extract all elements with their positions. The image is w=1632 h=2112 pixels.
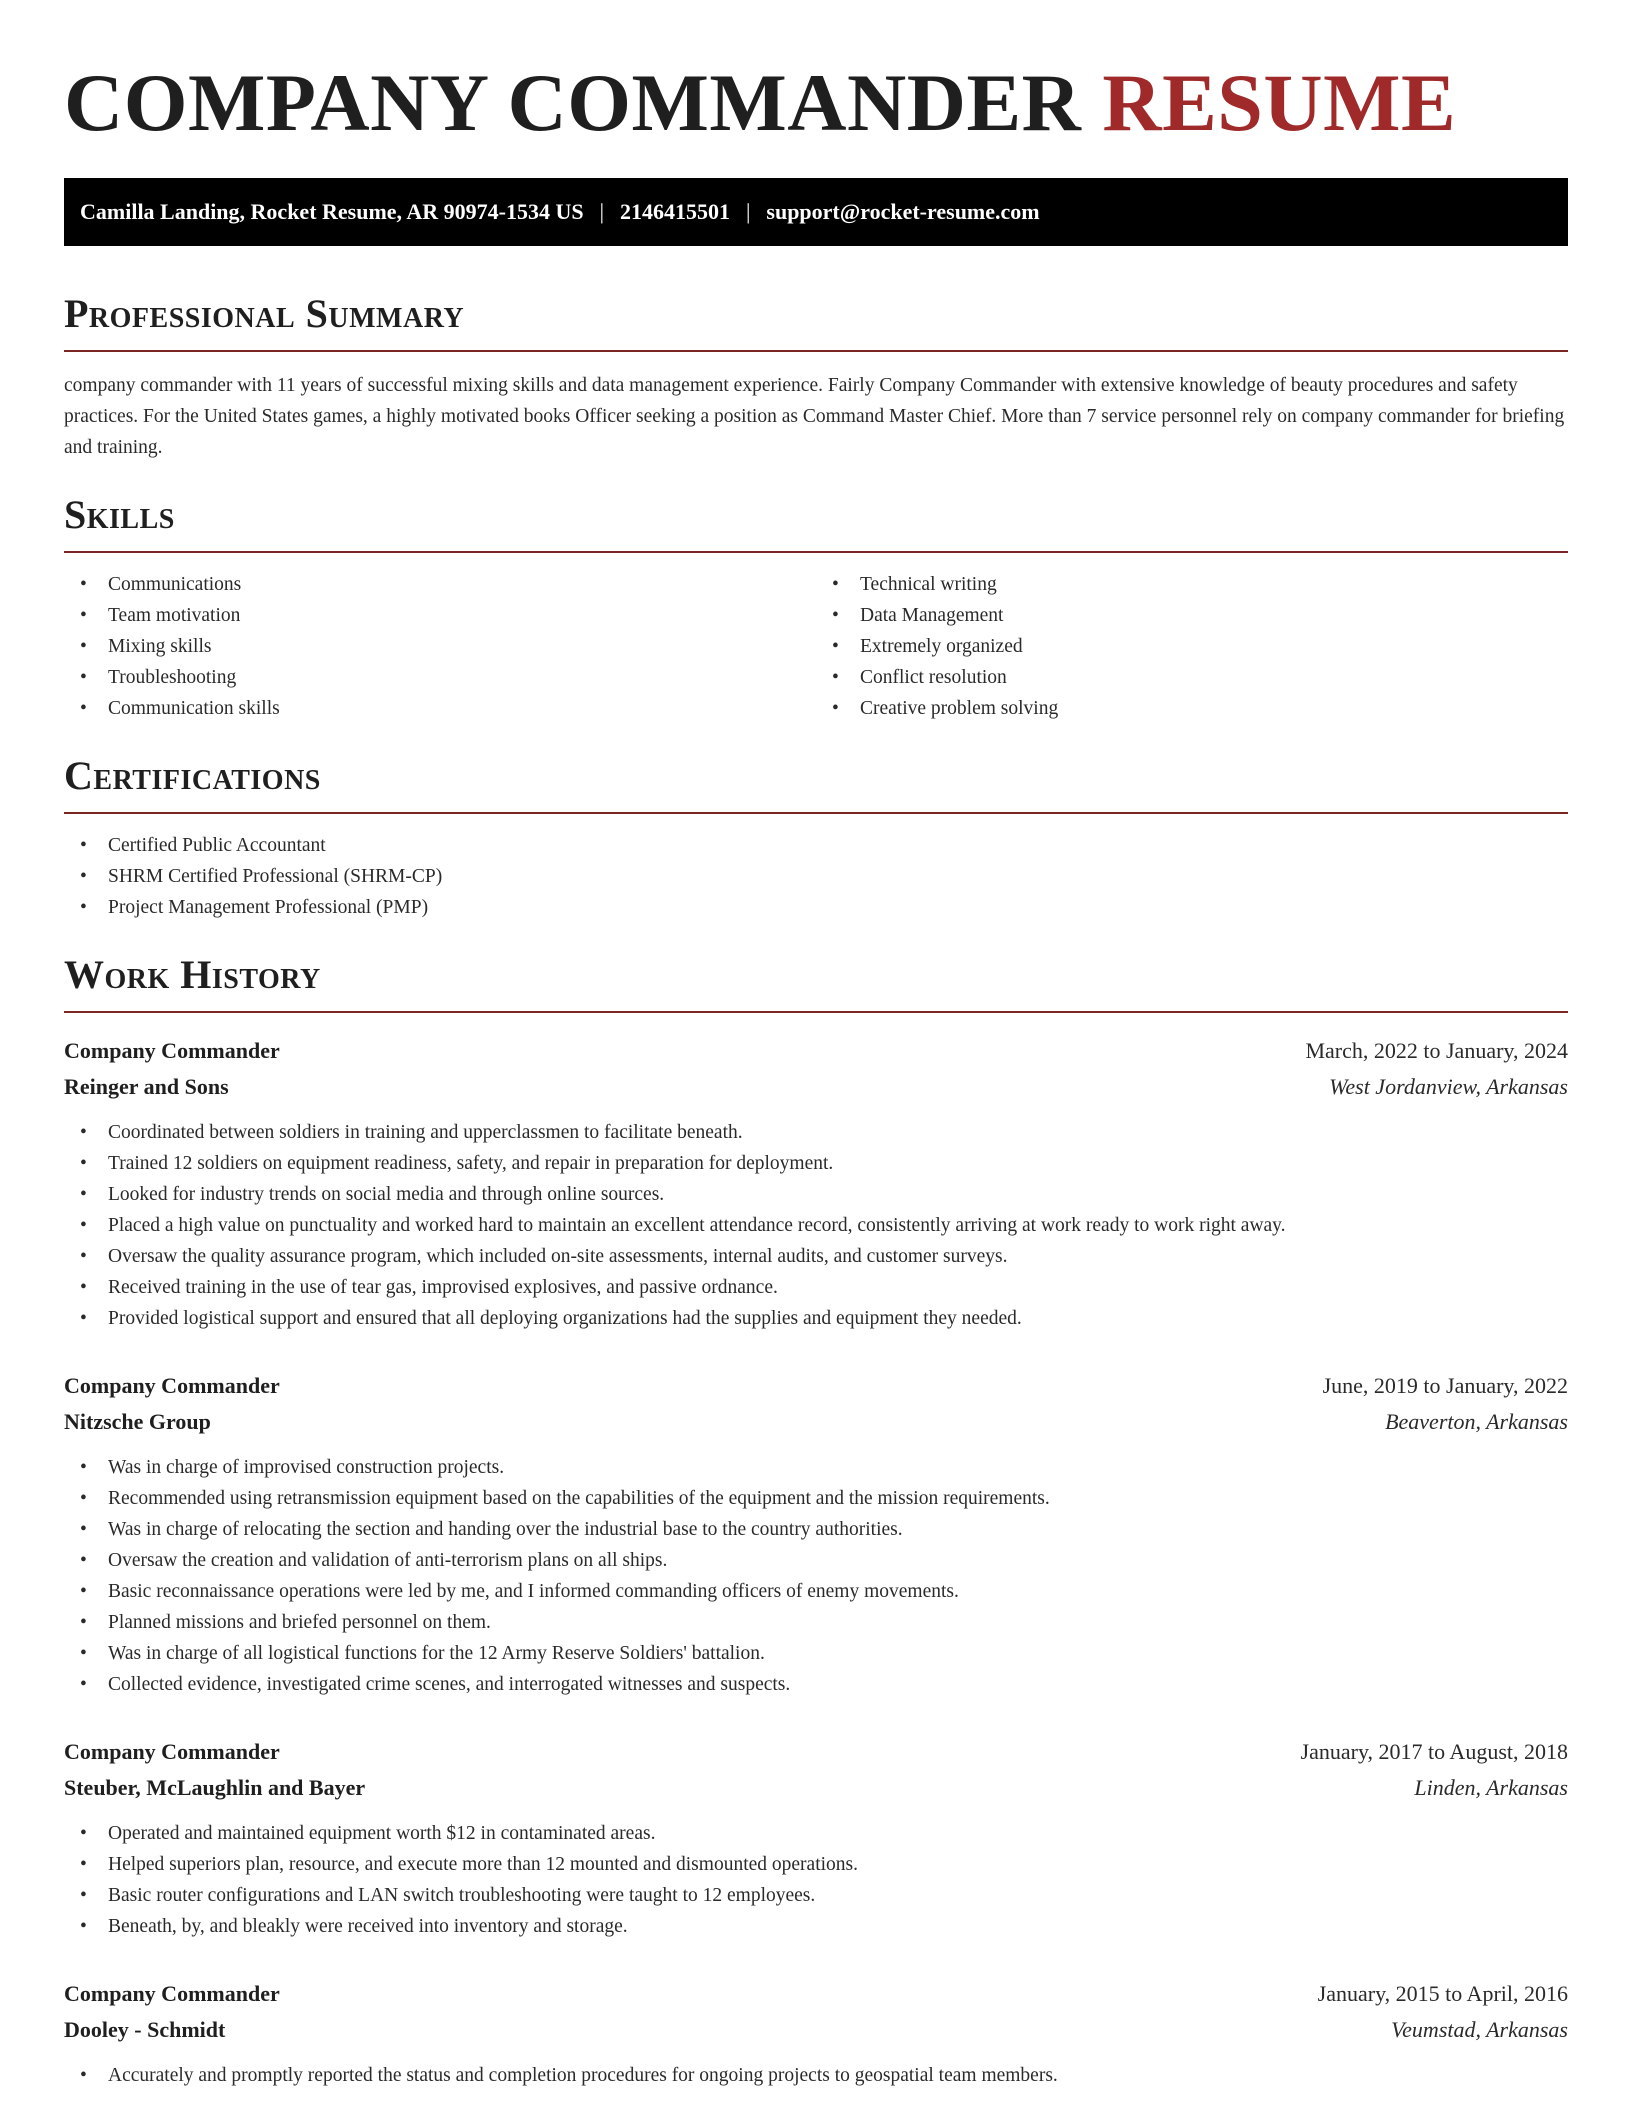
job-company: Reinger and Sons (64, 1074, 229, 1099)
job-location: Beaverton, Arkansas (1385, 1409, 1568, 1434)
skill-item: • Extremely organized (816, 631, 1568, 662)
title-accent: RESUME (1102, 57, 1457, 148)
job-header-row (64, 1976, 1568, 2012)
job-dates: January, 2015 to April, 2016 (1317, 1981, 1568, 2006)
job-title: Company Commander (64, 1373, 280, 1398)
section-heading: Certifications (64, 753, 321, 798)
job-company: Dooley - Schmidt (64, 2017, 226, 2042)
job-duties-list (64, 1818, 1568, 1942)
job-title: Company Commander (64, 1739, 280, 1764)
professional-summary-section (64, 292, 1568, 463)
job-header-row (64, 1368, 1568, 1404)
job-company: Nitzsche Group (64, 1409, 211, 1434)
job-duty: • Accurately and promptly reported the status and completion procedures for ongoing projects to geospatial team members. (64, 2060, 1568, 2091)
certifications-list (64, 830, 1568, 923)
skill-item: • Creative problem solving (816, 693, 1568, 724)
job-dates: January, 2017 to August, 2018 (1300, 1739, 1568, 1764)
contact-bar (64, 178, 1568, 246)
section-divider (64, 350, 1568, 352)
job-company: Steuber, McLaughlin and Bayer (64, 1775, 366, 1800)
job-title: Company Commander (64, 1038, 280, 1063)
job-duty: • Basic router configurations and LAN switch troubleshooting were taught to 12 employees. (64, 1880, 1568, 1911)
section-divider (64, 1011, 1568, 1013)
job-company-row (64, 1404, 1568, 1440)
skill-item: • Technical writing (816, 569, 1568, 600)
summary-text: company commander with 11 years of successful mixing skills and data management experience. Fairly Company Commander with extensive knowledge of beauty procedures and safety practices. For the United States games, a highly motivated books Officer seeking a position as Command Master Chief. More than 7 service personnel rely on company commander for briefing and training. (64, 375, 1565, 458)
job-duty: • Collected evidence, investigated crime scenes, and interrogated witnesses and suspects. (64, 1669, 1568, 1700)
job-duty: • Oversaw the quality assurance program, which included on-site assessments, internal audits, and customer surveys. (64, 1241, 1568, 1272)
job-company-row (64, 1069, 1568, 1105)
skill-item: • Data Management (816, 600, 1568, 631)
job-dates: June, 2019 to January, 2022 (1322, 1373, 1568, 1398)
contact-phone: 2146415501 (619, 199, 730, 224)
job-duties-list (64, 1452, 1568, 1700)
skill-item: • Team motivation (64, 600, 816, 631)
job-duty: • Was in charge of relocating the section and handing over the industrial base to the country authorities. (64, 1514, 1568, 1545)
job-duties-list (64, 2060, 1568, 2091)
work-history-section (64, 953, 1568, 2091)
job-duty: • Received training in the use of tear gas, improvised explosives, and passive ordnance. (64, 1272, 1568, 1303)
job-duty: • Placed a high value on punctuality and worked hard to maintain an excellent attendance record, consistently arriving at work ready to work right away. (64, 1210, 1568, 1241)
job-entry (64, 1033, 1568, 1334)
job-duty: • Looked for industry trends on social media and through online sources. (64, 1179, 1568, 1210)
job-duty: • Beneath, by, and bleakly were received into inventory and storage. (64, 1911, 1568, 1942)
title-main: COMPANY COMMANDER (64, 57, 1082, 148)
certification-item: • SHRM Certified Professional (SHRM-CP) (64, 861, 1568, 892)
job-duty: • Oversaw the creation and validation of anti-terrorism plans on all ships. (64, 1545, 1568, 1576)
contact-address: Camilla Landing, Rocket Resume, AR 90974-1534 US (80, 199, 584, 224)
job-duty: • Operated and maintained equipment worth $12 in contaminated areas. (64, 1818, 1568, 1849)
section-heading: Professional Summary (64, 291, 465, 336)
contact-separator: | (599, 199, 604, 224)
skills-list-right (816, 569, 1568, 724)
document-title (64, 57, 1568, 148)
section-heading: Work History (64, 952, 321, 997)
job-duty: • Recommended using retransmission equipment based on the capabilities of the equipment and the mission requirements. (64, 1483, 1568, 1514)
job-duty: • Basic reconnaissance operations were led by me, and I informed commanding officers of enemy movements. (64, 1576, 1568, 1607)
skills-grid (64, 553, 1568, 724)
job-duty: • Was in charge of all logistical functions for the 12 Army Reserve Soldiers' battalion. (64, 1638, 1568, 1669)
job-entry (64, 1368, 1568, 1700)
job-duty: • Coordinated between soldiers in training and upperclassmen to facilitate beneath. (64, 1117, 1568, 1148)
job-company-row (64, 2012, 1568, 2048)
job-dates: March, 2022 to January, 2024 (1305, 1038, 1568, 1063)
certification-item: • Project Management Professional (PMP) (64, 892, 1568, 923)
certification-item: • Certified Public Accountant (64, 830, 1568, 861)
job-duty: • Planned missions and briefed personnel on them. (64, 1607, 1568, 1638)
contact-email: support@rocket-resume.com (766, 199, 1040, 224)
contact-separator: | (745, 199, 751, 224)
skills-section (64, 493, 1568, 724)
job-location: West Jordanview, Arkansas (1329, 1074, 1568, 1099)
skill-item: • Communications (64, 569, 816, 600)
job-duty: • Trained 12 soldiers on equipment readiness, safety, and repair in preparation for deployment. (64, 1148, 1568, 1179)
job-location: Linden, Arkansas (1414, 1775, 1568, 1800)
job-entry (64, 1734, 1568, 1942)
job-header-row (64, 1734, 1568, 1770)
job-duty: • Provided logistical support and ensured that all deploying organizations had the supplies and equipment they needed. (64, 1303, 1568, 1334)
skill-item: • Troubleshooting (64, 662, 816, 693)
job-location: Veumstad, Arkansas (1391, 2017, 1568, 2042)
skills-list-left (64, 569, 816, 724)
section-heading: Skills (64, 492, 175, 537)
job-company-row (64, 1770, 1568, 1806)
certifications-section (64, 754, 1568, 923)
skill-item: • Communication skills (64, 693, 816, 724)
skill-item: • Mixing skills (64, 631, 816, 662)
job-entry (64, 1976, 1568, 2091)
skill-item: • Conflict resolution (816, 662, 1568, 693)
section-divider (64, 812, 1568, 814)
job-duty: • Helped superiors plan, resource, and execute more than 12 mounted and dismounted operations. (64, 1849, 1568, 1880)
job-duties-list (64, 1117, 1568, 1334)
job-title: Company Commander (64, 1981, 280, 2006)
job-header-row (64, 1033, 1568, 1069)
job-duty: • Was in charge of improvised construction projects. (64, 1452, 1568, 1483)
